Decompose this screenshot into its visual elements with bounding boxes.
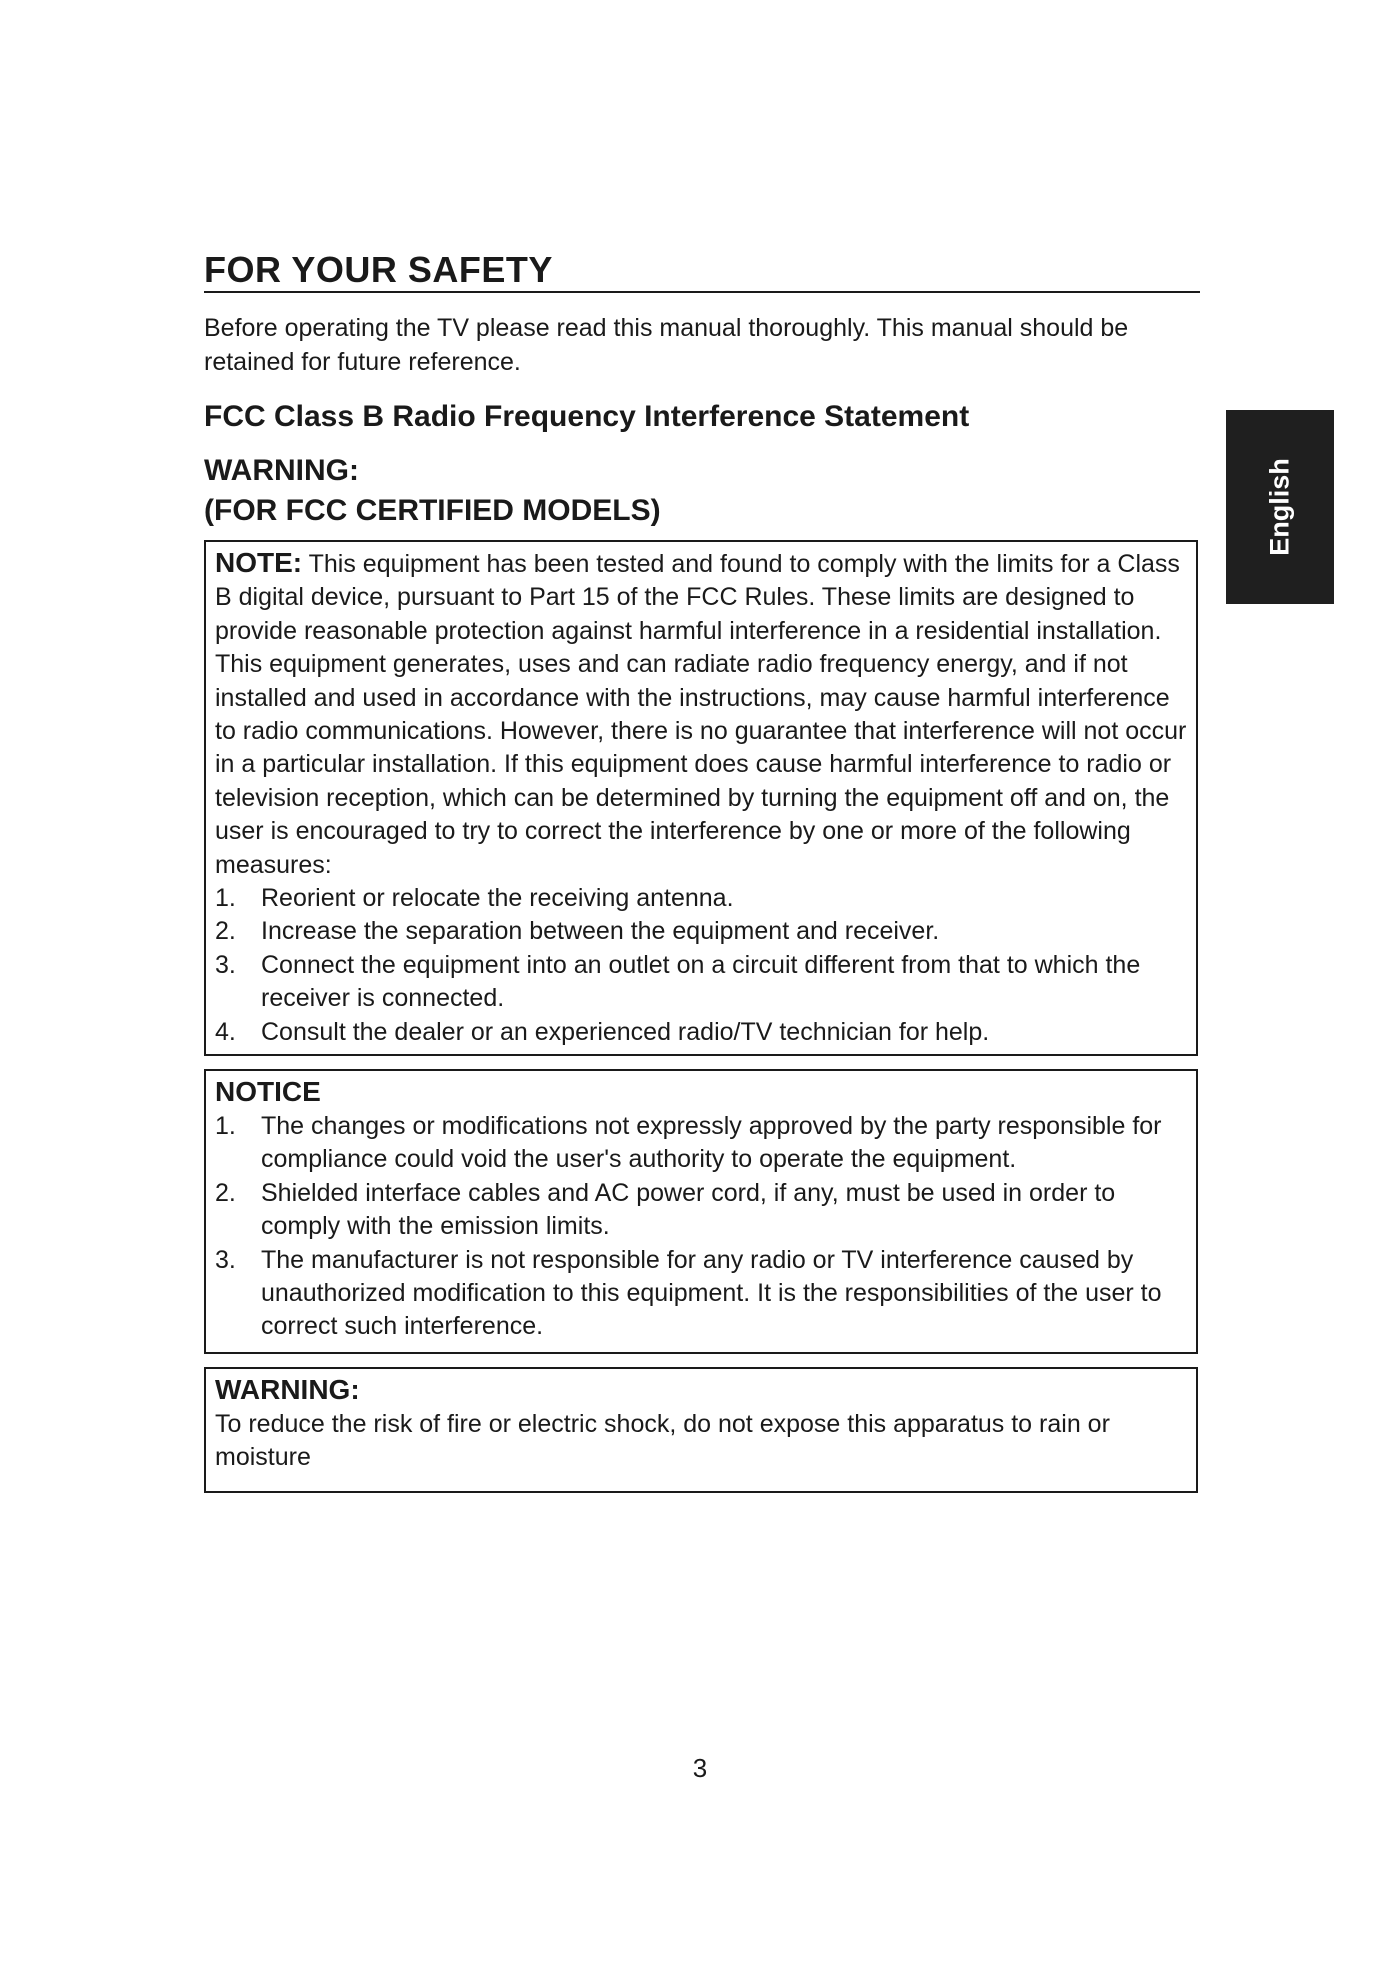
list-text: Consult the dealer or an experienced radio/TV technician for help. xyxy=(261,1017,990,1046)
list-number: 2. xyxy=(215,1178,236,1207)
list-number: 1. xyxy=(215,1112,236,1140)
warning-text: To reduce the risk of fire or electric shock, do not expose this apparatus to rain or moisture xyxy=(215,1410,1110,1472)
note-text: This equipment has been tested and found to comply with the limits for a Class B digital device, pursuant to Part 15 of the FCC Rules. These limits are designed to provide reasonable protection against harmful interference in a residential installation. This equipment generates, uses and can radiate radio frequency energy, and if not installed and used in accordance with the instructions, may cause harmful interference to radio communications. However, there is no guarantee that interference will not occur in a particular installation. If this equipment does cause harmful interference to radio or television reception, which can be determined by turning the equipment off and on, the user is encouraged to try to correct the interference by one or more of the following measures: xyxy=(215,550,1187,879)
warning-box xyxy=(204,1367,1198,1493)
fcc-warning-line1: WARNING: xyxy=(204,454,359,487)
list-text: The manufacturer is not responsible for any radio or TV interference caused by unauthorized modification to this equipment. It is the responsibilities of the user to correct such interference. xyxy=(261,1245,1162,1341)
list-item xyxy=(215,1016,1190,1049)
fcc-warning-line2: (FOR FCC CERTIFIED MODELS) xyxy=(204,494,661,527)
note-label: NOTE: xyxy=(215,547,303,578)
page-number: 3 xyxy=(692,1753,708,1783)
note-paragraph xyxy=(215,546,1190,882)
list-number: 4. xyxy=(215,1017,236,1046)
list-item xyxy=(215,1177,1190,1244)
notice-list xyxy=(215,1110,1190,1344)
warning-title: WARNING: xyxy=(215,1374,360,1405)
page-title: FOR YOUR SAFETY xyxy=(204,249,553,290)
fcc-heading: FCC Class B Radio Frequency Interference Statement xyxy=(204,400,970,433)
list-text: The changes or modifications not expressly approved by the party responsible for compliance could void the user's authority to operate the equipment. xyxy=(261,1112,1162,1174)
title-divider xyxy=(204,291,1200,293)
intro-paragraph: Before operating the TV please read this manual thoroughly. This manual should be retained for future reference. xyxy=(204,314,1129,376)
list-text: Increase the separation between the equipment and receiver. xyxy=(261,917,940,946)
note-box xyxy=(204,540,1198,1056)
note-measures-list xyxy=(215,882,1190,1049)
list-number: 3. xyxy=(215,950,236,979)
list-item xyxy=(215,1110,1190,1177)
notice-box xyxy=(204,1069,1198,1354)
list-item xyxy=(215,1244,1190,1344)
list-text: Shielded interface cables and AC power cord, if any, must be used in order to comply with the emission limits. xyxy=(261,1178,1116,1241)
list-item xyxy=(215,949,1190,1016)
notice-title: NOTICE xyxy=(215,1076,321,1107)
list-text: Connect the equipment into an outlet on a circuit different from that to which the receiver is connected. xyxy=(261,950,1141,1013)
list-number: 3. xyxy=(215,1245,236,1274)
list-item xyxy=(215,915,1190,948)
fcc-warning-heading xyxy=(204,451,1200,531)
list-number: 2. xyxy=(215,917,236,946)
list-text: Reorient or relocate the receiving antenna. xyxy=(261,884,734,913)
list-number: 1. xyxy=(215,884,236,913)
language-tab-label: English xyxy=(1264,458,1295,556)
list-item xyxy=(215,882,1190,915)
